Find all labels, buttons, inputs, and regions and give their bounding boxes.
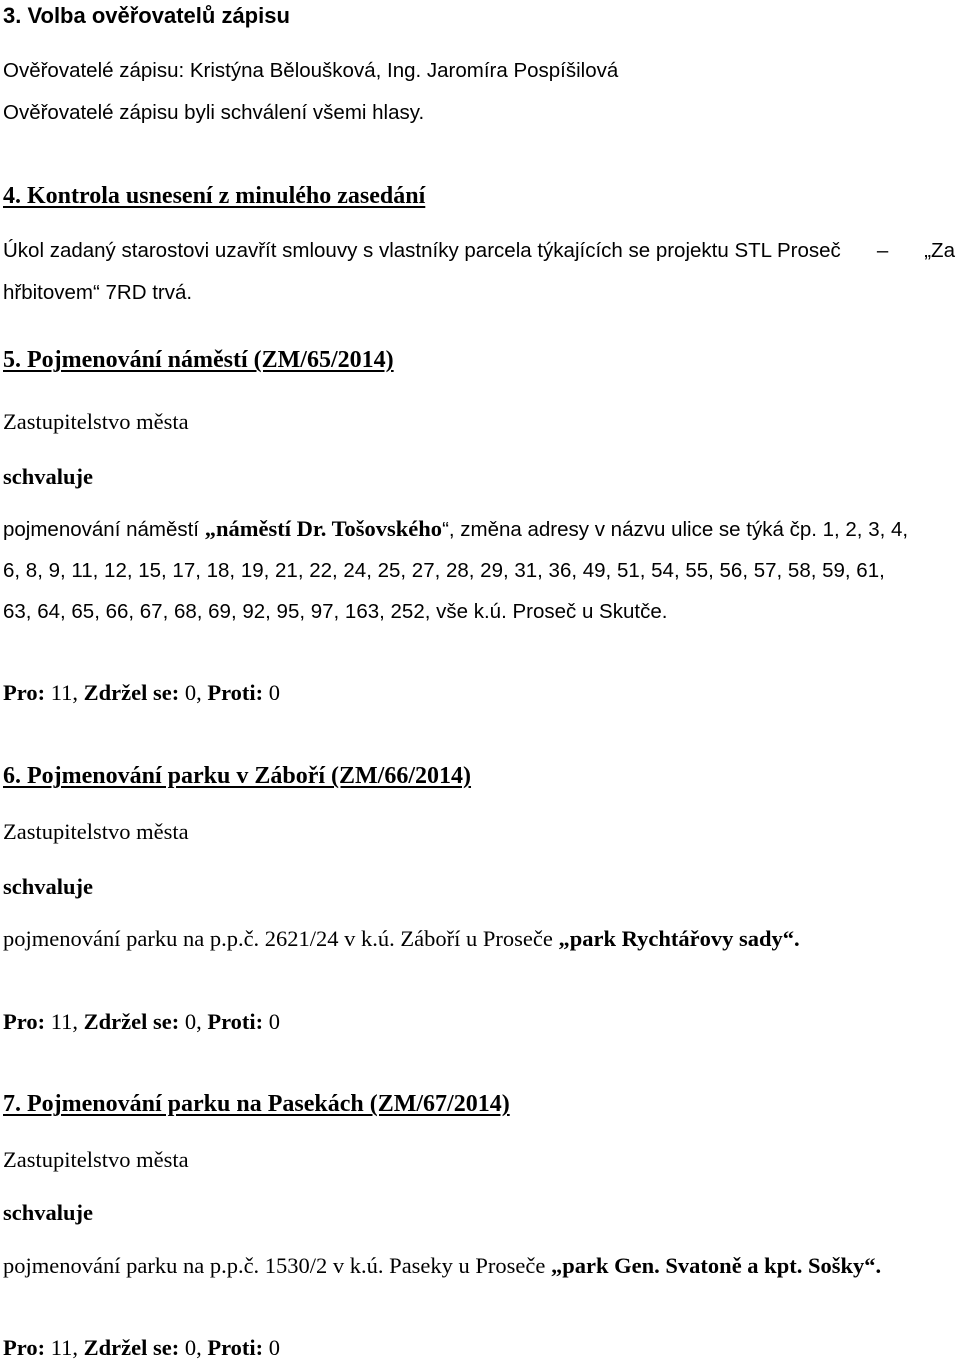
section-5-body: Zastupitelstvo města [3, 409, 189, 434]
section-7-body: Zastupitelstvo města [3, 1147, 189, 1172]
section-4-text-line-1 [3, 237, 955, 265]
vote-proti-value: 0 [263, 1335, 281, 1360]
section-6-body: Zastupitelstvo města [3, 819, 189, 844]
section-6-resolution-a: pojmenování parku na p.p.č. 2621/24 v k.ú. Záboří u Proseče [3, 926, 559, 951]
section-5-verb: schvaluje [3, 464, 93, 489]
section-6-park-name: „park Rychtářovy sady“. [558, 926, 800, 951]
section-4-heading: 4. Kontrola usnesení z minulého zasedání [3, 183, 426, 209]
section-3-heading: 3. Volba ověřovatelů zápisu [3, 3, 290, 28]
section-5-resolution-c: “, změna adresy v názvu ulice se týká čp. 1, 2, 3, 4, [442, 518, 909, 541]
section-7-park-name: „park Gen. Svatoně a kpt. Sošky“. [551, 1253, 882, 1278]
section-6-verb: schvaluje [3, 874, 93, 899]
section-6-vote [3, 1008, 280, 1036]
section-7-vote [3, 1334, 280, 1362]
section-4-text-dash: – [876, 239, 889, 262]
vote-pro-value: 11, [45, 1009, 84, 1034]
vote-proti-label: Proti: [207, 1335, 264, 1360]
vote-zdrzel-label: Zdržel se: [83, 680, 180, 705]
vote-zdrzel-label: Zdržel se: [83, 1335, 180, 1360]
section-5-resolution-line-2: 6, 8, 9, 11, 12, 15, 17, 18, 19, 21, 22, 24, 25, 27, 28, 29, 31, 36, 49, 51, 54, 55, 56, 57, 58, 59, 61, [3, 559, 885, 582]
section-7-verb: schvaluje [3, 1200, 93, 1225]
section-5-resolution-a: pojmenování náměstí [3, 518, 205, 541]
vote-zdrzel-value: 0, [179, 1335, 208, 1360]
section-4-text-line-2: hřbitovem“ 7RD trvá. [3, 281, 193, 304]
section-4-text-right: „Za [924, 239, 955, 262]
section-3-approval: Ověřovatelé zápisu byli schválení všemi hlasy. [3, 101, 425, 124]
section-5-resolution-line-1 [3, 515, 908, 544]
section-4-text-left: Úkol zadaný starostovi uzavřít smlouvy s vlastníky parcela týkajících se projektu STL Proseč [3, 239, 841, 262]
vote-zdrzel-value: 0, [179, 680, 208, 705]
vote-proti-label: Proti: [207, 1009, 264, 1034]
vote-pro-value: 11, [45, 1335, 84, 1360]
vote-pro-value: 11, [45, 680, 84, 705]
vote-pro-label: Pro: [3, 680, 46, 705]
vote-proti-label: Proti: [207, 680, 264, 705]
vote-proti-value: 0 [263, 1009, 281, 1034]
section-5-resolution-line-3: 63, 64, 65, 66, 67, 68, 69, 92, 95, 97, 163, 252, vše k.ú. Proseč u Skutče. [3, 600, 668, 623]
section-5-square-name: „náměstí Dr. Tošovského [204, 516, 443, 541]
section-5-heading: 5. Pojmenování náměstí (ZM/65/2014) [3, 347, 394, 373]
section-6-resolution [3, 925, 800, 953]
vote-pro-label: Pro: [3, 1009, 46, 1034]
vote-zdrzel-label: Zdržel se: [83, 1009, 180, 1034]
section-6-heading: 6. Pojmenování parku v Záboří (ZM/66/2014) [3, 763, 472, 789]
vote-proti-value: 0 [263, 680, 281, 705]
section-5-vote [3, 679, 280, 707]
vote-zdrzel-value: 0, [179, 1009, 208, 1034]
section-3-verifiers: Ověřovatelé zápisu: Kristýna Běloušková, Ing. Jaromíra Pospíšilová [3, 59, 619, 82]
section-7-resolution [3, 1252, 881, 1280]
section-7-heading: 7. Pojmenování parku na Pasekách (ZM/67/2014) [3, 1091, 510, 1117]
vote-pro-label: Pro: [3, 1335, 46, 1360]
section-7-resolution-a: pojmenování parku na p.p.č. 1530/2 v k.ú. Paseky u Proseče [3, 1253, 552, 1278]
